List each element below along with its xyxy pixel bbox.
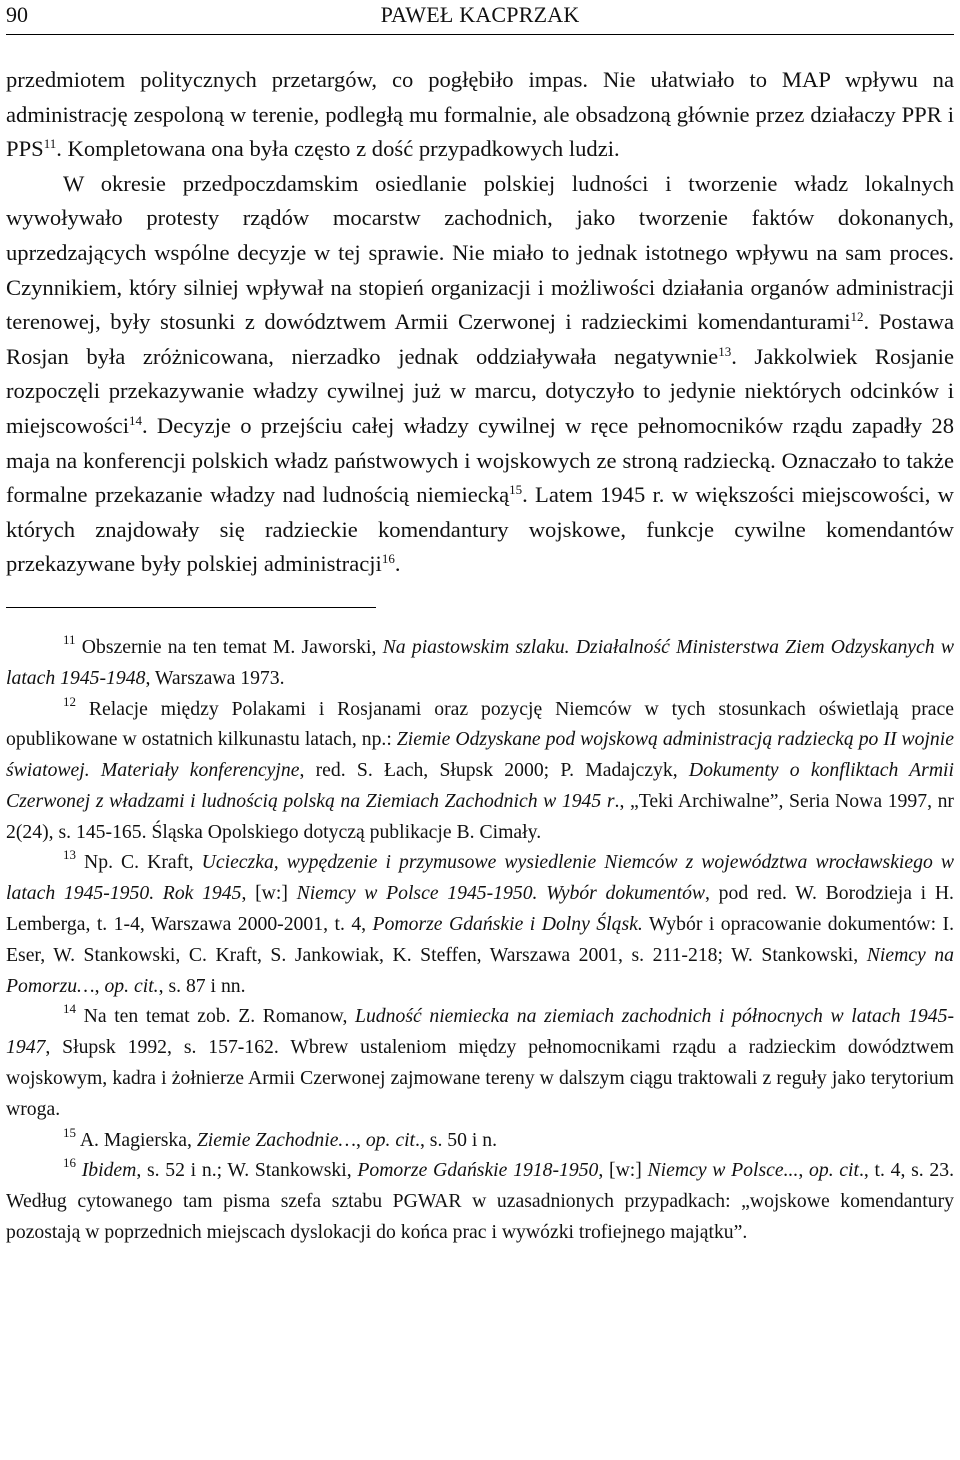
- italic-run: Pomorze Gdańskie 1918-1950: [357, 1159, 599, 1182]
- text-run: . Kompletowana ona była często z dość przypadkowych ludzi.: [56, 136, 620, 162]
- text-run: Na ten temat zob. Z. Romanow,: [76, 1005, 355, 1028]
- italic-run: Ucieczka, wypędzenie i przymusowe wysiedlenie Niemców z województwa wrocławskiego w latach 1945-1950. Rok 1945: [6, 851, 954, 905]
- paragraph-2: [6, 167, 954, 582]
- footnote-number: 13: [63, 847, 76, 863]
- italic-run: Ziemie Zachodnie…: [196, 1128, 356, 1151]
- footnote-ref-13: 13: [718, 343, 732, 359]
- italic-run: op. cit: [365, 1128, 416, 1151]
- footnote-separator: [6, 607, 376, 608]
- text-run: A. Magierska,: [76, 1128, 197, 1151]
- italic-run: Ibidem: [81, 1159, 137, 1182]
- italic-run: Pomorze Gdańskie i Dolny Śląsk.: [372, 913, 643, 936]
- text-run: . Jakkolwiek Rosjanie rozpoczęli przekazywanie władzy cywilnej już w marcu, dotyczyło to jedynie niektórych odcinków i miejscowości: [6, 343, 954, 438]
- italic-run: Niemcy na Pomorzu…: [6, 943, 954, 997]
- footnote-15: [6, 1125, 954, 1156]
- text-run: W okresie przedpoczdamskim osiedlanie polskiej ludności i tworzenie władz lokalnych wywoływało protesty rządów mocarstw zachodnich, jako tworzenie faktów dokonanych, uprzedzających wspólne decyzje w tej sprawie. Nie miało to jednak istotnego wpływu na sam proces. Czynnikiem, który silniej wpływał na stopień organizacji i możliwości działania organów administracji terenowej, były stosunki z dowództwem Armii Czerwonej i radzieckimi komendanturami: [6, 170, 954, 335]
- text-run: . Postawa Rosjan była zróżnicowana, nierzadko jednak oddziaływała negatywnie: [6, 309, 955, 369]
- text-run: , [w:]: [598, 1159, 648, 1182]
- text-run: Relacje między Polakami i Rosjanami oraz pozycję Niemców w tych stosunkach oświetlają prace opublikowane w ostatnich kilkunastu latach, np.:: [6, 697, 954, 751]
- footnote-number: 16: [63, 1155, 76, 1171]
- footnote-16: [6, 1155, 954, 1247]
- italic-run: Ludność niemiecka na ziemiach zachodnich i północnych w latach 1945-1947: [6, 1005, 954, 1059]
- text-run: ., t. 4, s. 23. Według cytowanego tam pisma szefa sztabu PGWAR w uzasadnionych przypadkach: „wojskowe komendantury pozostają w poprzednich miejscach dyslokacji do końca prac i wywózki trofiejnego majątku”.: [6, 1159, 955, 1244]
- text-run: , Warszawa 1973.: [145, 666, 285, 689]
- text-run: Np. C. Kraft,: [76, 851, 202, 874]
- text-run: . Decyzje o przejściu całej władzy cywilnej w ręce pełnomocników rządu zapadły 28 maja na konferencji polskich władz państwowych i wojskowych ze stroną radziecką. Oznaczało to także formalne przekazanie władzy nad ludnością niemiecką: [6, 412, 954, 508]
- paragraph-1: [6, 63, 954, 167]
- text-run: ,: [355, 1128, 366, 1151]
- text-run: , Słupsk 1992, s. 157-162. Wbrew ustaleniom między pełnomocnikami rządu a radzieckim dowództwem wojskowym, kadra i żołnierze Armii Czerwonej zajmowane tereny w dalszym ciągu traktowali z reguły jako terytorium wroga.: [6, 1036, 954, 1120]
- text-run: , s. 87 i nn.: [158, 974, 246, 997]
- text-run: , s. 52 i n.; W. Stankowski,: [136, 1159, 358, 1182]
- running-head-author: PAWEŁ KACPRZAK: [380, 2, 580, 27]
- text-run: .: [394, 551, 401, 577]
- footnote-number: 12: [63, 693, 76, 709]
- main-text: [6, 63, 954, 582]
- italic-run: Niemcy w Polsce 1945-1950. Wybór dokumentów: [296, 882, 706, 905]
- footnote-ref-11: 11: [43, 136, 57, 152]
- text-run: ., s. 50 i n.: [415, 1128, 498, 1151]
- footnote-13: [6, 847, 954, 1001]
- footnotes: [6, 632, 954, 1248]
- footnote-14: [6, 1001, 954, 1124]
- footnote-ref-16: 16: [381, 551, 395, 567]
- italic-run: Niemcy w Polsce...: [647, 1159, 799, 1182]
- running-header: [6, 4, 954, 35]
- text-run: ,: [94, 974, 105, 997]
- italic-run: Ziemie Odzyskane pod wojskową administracją radziecką po II wojnie światowej. Materiały konferencyjne: [6, 728, 954, 782]
- text-run: . Latem 1945 r. w większości miejscowości, w których znajdowały się radzieckie komendantury wojskowe, funkcje cywilne komendantów przekazywane były polskiej administracji: [6, 482, 954, 577]
- text-run: przedmiotem politycznych przetargów, co pogłębiło impas. Nie ułatwiało to MAP wpływu na administrację zespoloną w terenie, podległą mu formalnie, ale obsadzoną głównie przez działaczy PPR i PPS: [6, 67, 954, 162]
- italic-run: op. cit.: [104, 974, 159, 997]
- italic-run: Dokumenty o konfliktach Armii Czerwonej z władzami i ludnością polską na Ziemiach Zachodnich w 1945 r: [6, 759, 954, 812]
- footnote-11: [6, 632, 954, 694]
- footnote-number: 11: [63, 631, 76, 647]
- document-page: [6, 0, 954, 1248]
- text-run: Wybór i opracowanie dokumentów: I. Eser, W. Stankowski, C. Kraft, S. Jankowiak, K. Steffen, Warszawa 2001, s. 211-218; W. Stankowski,: [6, 913, 955, 966]
- page-number: 90: [6, 2, 28, 27]
- text-run: ., „Teki Archiwalne”, Seria Nowa 1997, nr 2(24), s. 145-165. Śląska Opolskiego dotyczą publikacje B. Cimały.: [6, 789, 954, 843]
- italic-run: Na piastowskim szlaku. Działalność Ministerstwa Ziem Odzyskanych w latach 1945-1948: [6, 635, 954, 689]
- footnote-ref-14: 14: [129, 412, 142, 428]
- footnote-ref-15: 15: [509, 482, 523, 498]
- italic-run: op. cit: [809, 1159, 859, 1182]
- text-run: ,: [798, 1159, 809, 1182]
- text-run: , pod red. W. Borodzieja i H. Lemberga, t. 1-4, Warszawa 2000-2001, t. 4,: [6, 882, 954, 936]
- text-run: Obszernie na ten temat M. Jaworski,: [75, 635, 383, 658]
- footnote-12: [6, 694, 954, 848]
- text-run: , red. S. Łach, Słupsk 2000; P. Madajczyk,: [299, 759, 689, 782]
- footnote-ref-12: 12: [850, 309, 864, 325]
- footnote-number: 15: [63, 1124, 76, 1140]
- footnote-number: 14: [63, 1001, 76, 1017]
- text-run: , [w:]: [241, 882, 297, 905]
